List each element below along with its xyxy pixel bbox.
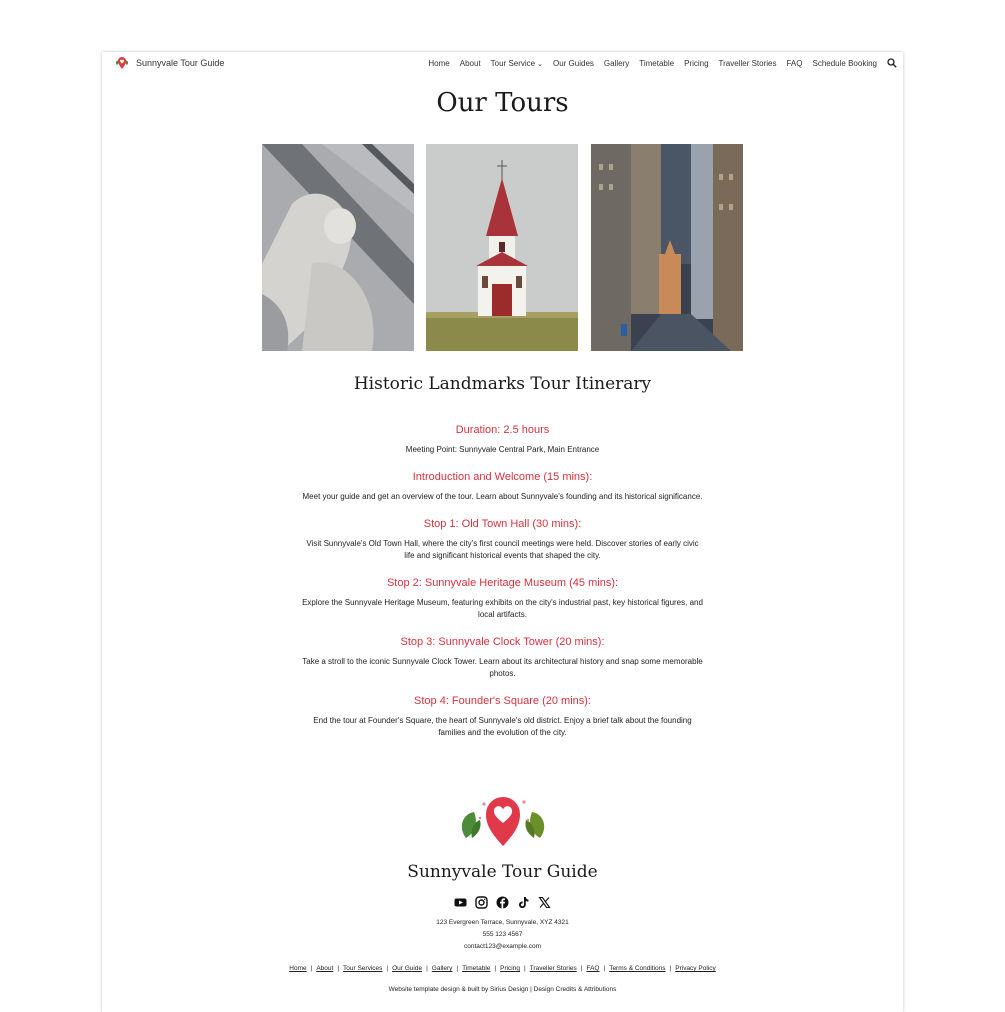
link-separator: |: [337, 965, 340, 972]
nav-item-faq[interactable]: FAQ: [786, 58, 803, 68]
footer-link-about[interactable]: About: [316, 965, 334, 972]
link-separator: |: [603, 965, 606, 972]
footer-link-privacy[interactable]: Privacy Policy: [675, 965, 716, 972]
link-separator: |: [669, 965, 672, 972]
section-heading-stop-1: Stop 1: Old Town Hall (30 mins):: [423, 518, 582, 530]
brand-logo-icon: [114, 56, 130, 70]
nav-item-pricing[interactable]: Pricing: [684, 58, 709, 68]
footer-link-our-guide[interactable]: Our Guide: [392, 965, 423, 972]
footer-link-tour-services[interactable]: Tour Services: [343, 965, 383, 972]
link-separator: |: [523, 965, 526, 972]
footer-link-timetable[interactable]: Timetable: [462, 965, 491, 972]
top-navigation: [102, 52, 903, 76]
email-text[interactable]: contact123@example.com: [463, 943, 542, 950]
link-separator: |: [494, 965, 497, 972]
footer-brand-name: Sunnyvale Tour Guide: [407, 862, 598, 882]
location-heart-logo-icon: [456, 792, 550, 850]
nav-item-about[interactable]: About: [459, 58, 481, 68]
brand[interactable]: [114, 56, 224, 70]
city-photo: [591, 144, 743, 351]
church-photo: [426, 144, 578, 351]
nav-item-home[interactable]: Home: [428, 58, 450, 68]
chevron-down-icon: ⌄: [537, 60, 543, 68]
brand-name: Sunnyvale Tour Guide: [136, 58, 225, 68]
contact-info: [102, 917, 903, 953]
footer-links: [102, 965, 903, 972]
nav-item-traveller-stories[interactable]: Traveller Stories: [718, 58, 777, 68]
instagram-icon[interactable]: [475, 896, 488, 909]
section-text-stop-4: End the tour at Founder's Square, the heart of Sunnyvale's old district. Enjoy a brief talk about the founding families and the evolution of the city.: [313, 716, 692, 737]
facebook-icon[interactable]: [496, 896, 509, 909]
search-icon[interactable]: [887, 58, 897, 68]
page-title: Our Tours: [436, 88, 569, 118]
footer-link-faq[interactable]: FAQ: [586, 965, 600, 972]
section-text-stop-2: Explore the Sunnyvale Heritage Museum, featuring exhibits on the city's industrial past, key historical figures, and local artifacts.: [302, 598, 703, 619]
link-separator: |: [310, 965, 313, 972]
address-text: 123 Evergreen Terrace, Sunnyvale, XYZ 4321: [436, 919, 569, 926]
section-text-stop-1: Visit Sunnyvale's Old Town Hall, where the city's first council meetings were held. Discover stories of early civic life and significant historical events that shaped the city.: [306, 539, 699, 560]
gallery-image-statue[interactable]: [262, 144, 414, 351]
x-icon[interactable]: [538, 896, 551, 909]
youtube-icon[interactable]: [454, 896, 467, 909]
footer-link-home[interactable]: Home: [289, 965, 307, 972]
nav-item-our-guides[interactable]: Our Guides: [553, 58, 594, 68]
itinerary-title: Historic Landmarks Tour Itinerary: [353, 374, 652, 394]
section-heading-intro: Introduction and Welcome (15 mins):: [412, 471, 593, 483]
phone-text[interactable]: 555 123 4567: [482, 931, 523, 938]
nav-item-tour-service-label: Tour Service: [490, 58, 536, 68]
footer-link-gallery[interactable]: Gallery: [431, 965, 453, 972]
link-separator: |: [426, 965, 428, 972]
tour-gallery: [262, 144, 743, 351]
nav-item-tour-service[interactable]: [491, 59, 543, 68]
footer-link-terms[interactable]: Terms & Conditions: [609, 965, 666, 972]
tiktok-icon[interactable]: [517, 896, 530, 909]
link-separator: |: [456, 965, 459, 972]
footer: [102, 792, 903, 993]
meeting-point-text: Meeting Point: Sunnyvale Central Park, Main Entrance: [405, 445, 600, 454]
footer-link-traveller-stories[interactable]: Traveller Stories: [529, 965, 577, 972]
gallery-image-city[interactable]: [591, 144, 743, 351]
page-frame: [102, 52, 903, 1012]
link-separator: |: [386, 965, 389, 972]
link-separator: |: [580, 965, 583, 972]
section-text-stop-3: Take a stroll to the iconic Sunnyvale Clock Tower. Learn about its architectural history and snap some memorable photos.: [302, 657, 703, 678]
duration-heading: Duration: 2.5 hours: [455, 424, 550, 436]
section-heading-stop-2: Stop 2: Sunnyvale Heritage Museum (45 mins):: [386, 577, 619, 589]
credits-text: Website template design & built by Sirius Design | Design Credits & Attributions: [388, 986, 617, 993]
main-menu: [418, 58, 897, 68]
nav-item-gallery[interactable]: Gallery: [603, 58, 630, 68]
section-heading-stop-4: Stop 4: Founder's Square (20 mins):: [414, 695, 591, 707]
social-links: [102, 896, 903, 909]
itinerary: [302, 424, 703, 754]
statue-photo: [262, 144, 414, 351]
nav-item-schedule-booking[interactable]: Schedule Booking: [812, 58, 877, 68]
section-heading-stop-3: Stop 3: Sunnyvale Clock Tower (20 mins):: [400, 636, 605, 648]
nav-item-timetable[interactable]: Timetable: [639, 58, 675, 68]
footer-link-pricing[interactable]: Pricing: [500, 965, 520, 972]
section-text-intro: Meet your guide and get an overview of the tour. Learn about Sunnyvale's founding and its historical significance.: [302, 492, 703, 501]
gallery-image-church[interactable]: [426, 144, 578, 351]
